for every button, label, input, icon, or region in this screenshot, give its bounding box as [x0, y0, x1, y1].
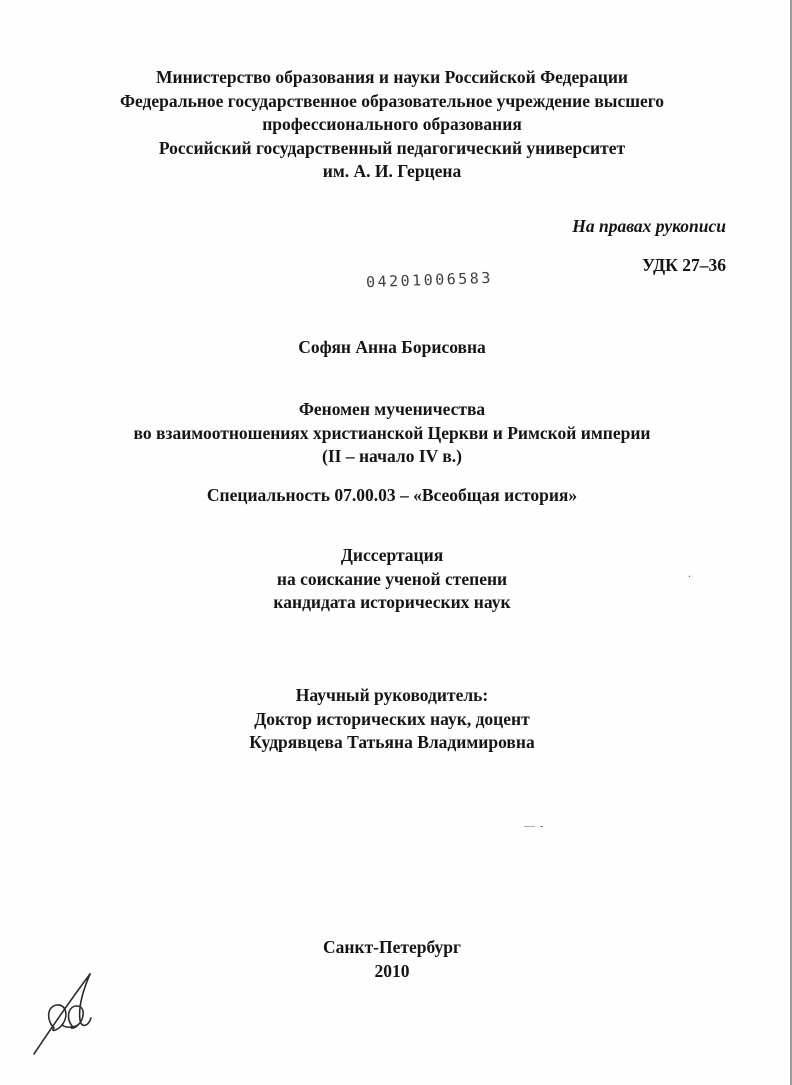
city-text: Санкт-Петербург [323, 937, 461, 957]
dissertation-line-3: кандидата исторических наук [273, 592, 511, 612]
university-line: Российский государственный педагогический университет [158, 137, 626, 158]
advisor-degree: Доктор исторических наук, доцент [254, 708, 530, 729]
dissertation-line-2: на соискание ученой степени [276, 568, 508, 589]
institution-header [60, 66, 724, 184]
institution-line-1: Федеральное государственное образовательное учреждение высшего [119, 90, 665, 111]
author-name [60, 336, 724, 360]
imprint [60, 936, 724, 983]
handwritten-signature-icon [28, 968, 108, 1060]
advisor-section [60, 684, 724, 755]
year-text: 2010 [374, 960, 410, 981]
title-line-3: (II – начало IV в.) [322, 446, 462, 466]
advisor-name: Кудрявцева Татьяна Владимировна [249, 732, 535, 752]
title-line-1: Феномен мученичества [298, 399, 486, 419]
dissertation-type [60, 544, 724, 615]
advisor-heading: Научный руководитель: [295, 685, 489, 705]
title-line-2: во взаимоотношениях христианской Церкви и Римской империи [133, 422, 651, 443]
dissertation-title [60, 398, 724, 469]
institution-line-2: профессионального образования [262, 114, 522, 134]
specialty-text: Специальность 07.00.03 – «Всеобщая история» [206, 485, 578, 505]
manuscript-rights-note: На правах рукописи [572, 216, 726, 236]
registration-stamp-number: 04201006583 [365, 268, 494, 292]
udk-code: УДК 27–36 [642, 255, 726, 275]
scan-artifact-dash: — - [524, 820, 545, 832]
dissertation-line-1: Диссертация [340, 545, 444, 565]
university-name-line: им. А. И. Герцена [322, 161, 462, 181]
scan-artifact-dot: . [688, 566, 691, 580]
author-name-text: Софян Анна Борисовна [298, 337, 486, 357]
specialty-line [60, 484, 724, 508]
ministry-line: Министерство образования и науки Российской Федерации [155, 67, 629, 87]
